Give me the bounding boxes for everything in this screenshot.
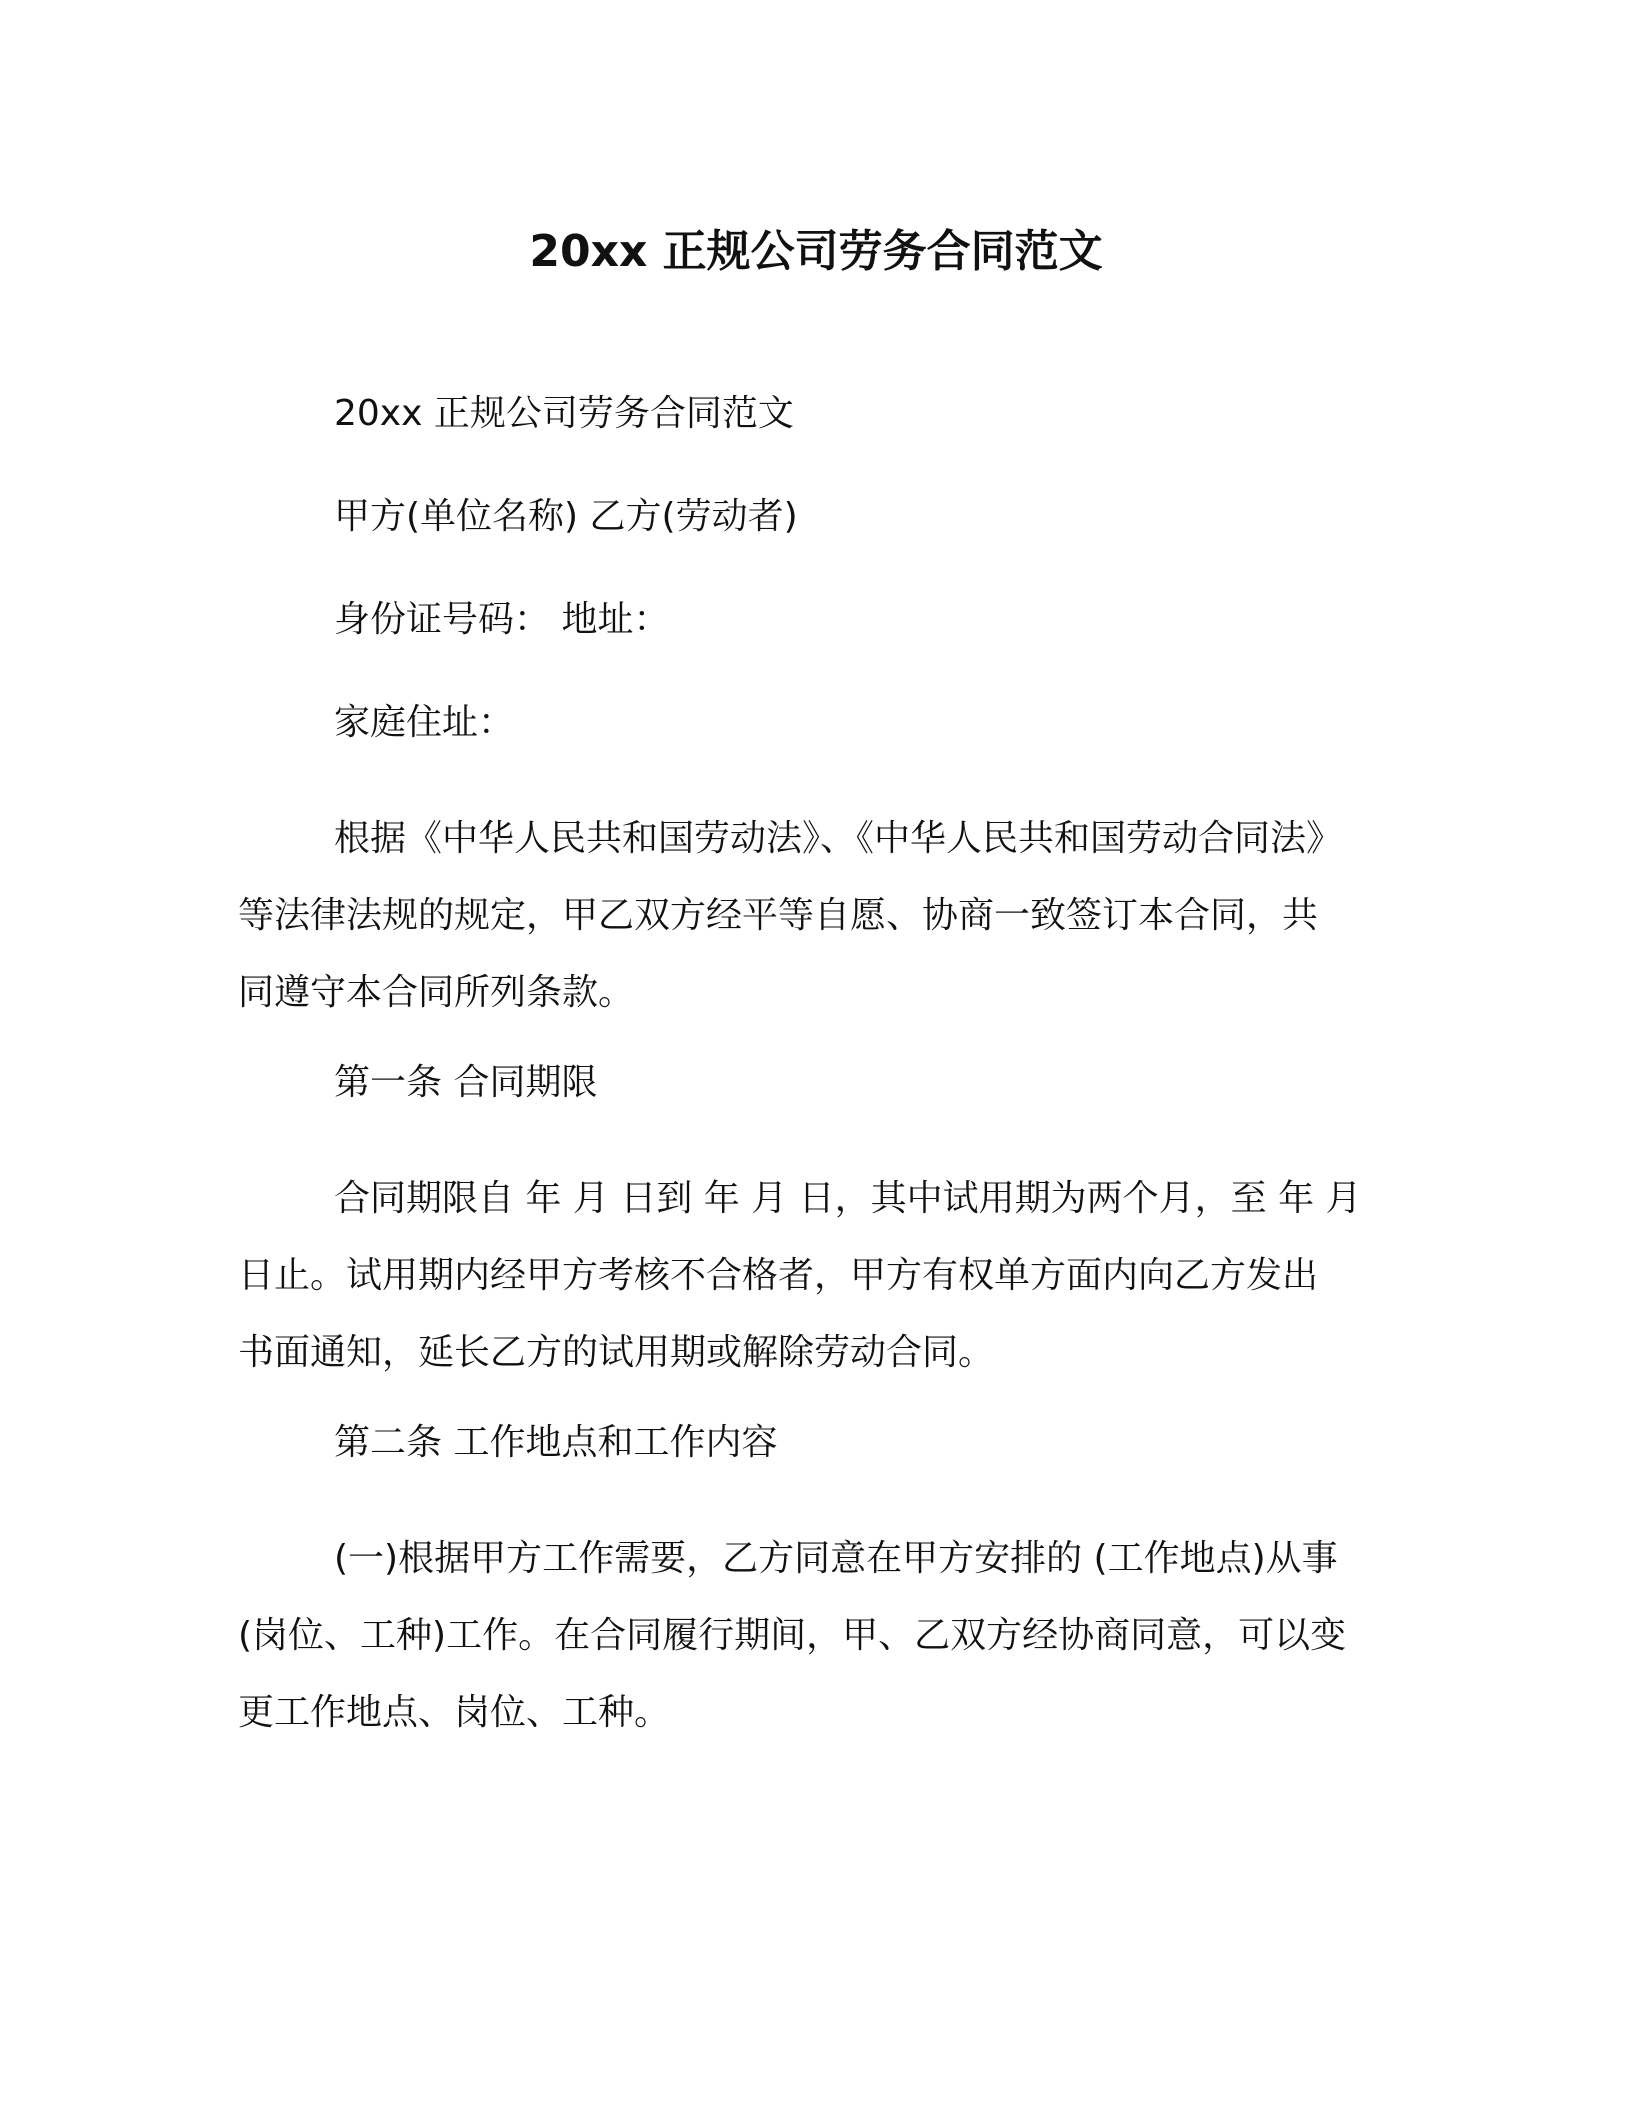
paragraph-line: 更工作地点、岗位、工种。	[238, 1692, 671, 1733]
paragraph-parties	[238, 491, 1408, 543]
document-title: 20xx 正规公司劳务合同范文	[529, 226, 1103, 277]
paragraph-line: 第二条 工作地点和工作内容	[334, 1422, 778, 1463]
article-2-heading	[238, 1417, 1408, 1469]
document-body	[238, 388, 1408, 1777]
paragraph-line: 家庭住址：	[334, 702, 515, 743]
paragraph-line: 甲方(单位名称) 乙方(劳动者)	[334, 496, 798, 537]
article-1-heading	[238, 1057, 1408, 1109]
paragraph-line: 合同期限自 年 月 日到 年 月 日，其中试用期为两个月，至 年 月	[334, 1178, 1362, 1219]
paragraph-line: 日止。试用期内经甲方考核不合格者，甲方有权单方面内向乙方发出	[238, 1255, 1319, 1296]
paragraph-id-address	[238, 594, 1408, 646]
article-1-body	[238, 1160, 1408, 1391]
paragraph-line: 身份证号码： 地址：	[334, 599, 670, 640]
paragraph-line: 书面通知，延长乙方的试用期或解除劳动合同。	[238, 1332, 995, 1373]
paragraph-line: 同遵守本合同所列条款。	[238, 972, 635, 1013]
paragraph-subtitle	[238, 388, 1408, 440]
paragraph-line: 根据《中华人民共和国劳动法》、《中华人民共和国劳动合同法》	[334, 818, 1343, 859]
paragraph-line: 等法律法规的规定，甲乙双方经平等自愿、协商一致签订本合同，共	[238, 895, 1319, 936]
paragraph-preamble	[238, 800, 1408, 1031]
paragraph-line: (岗位、工种)工作。在合同履行期间，甲、乙双方经协商同意，可以变	[238, 1615, 1347, 1656]
paragraph-line: 20xx 正规公司劳务合同范文	[334, 393, 794, 434]
paragraph-home-address	[238, 697, 1408, 749]
article-2-body	[238, 1520, 1408, 1751]
paragraph-line: (一)根据甲方工作需要，乙方同意在甲方安排的 (工作地点)从事	[334, 1538, 1338, 1579]
paragraph-line: 第一条 合同期限	[334, 1062, 598, 1103]
